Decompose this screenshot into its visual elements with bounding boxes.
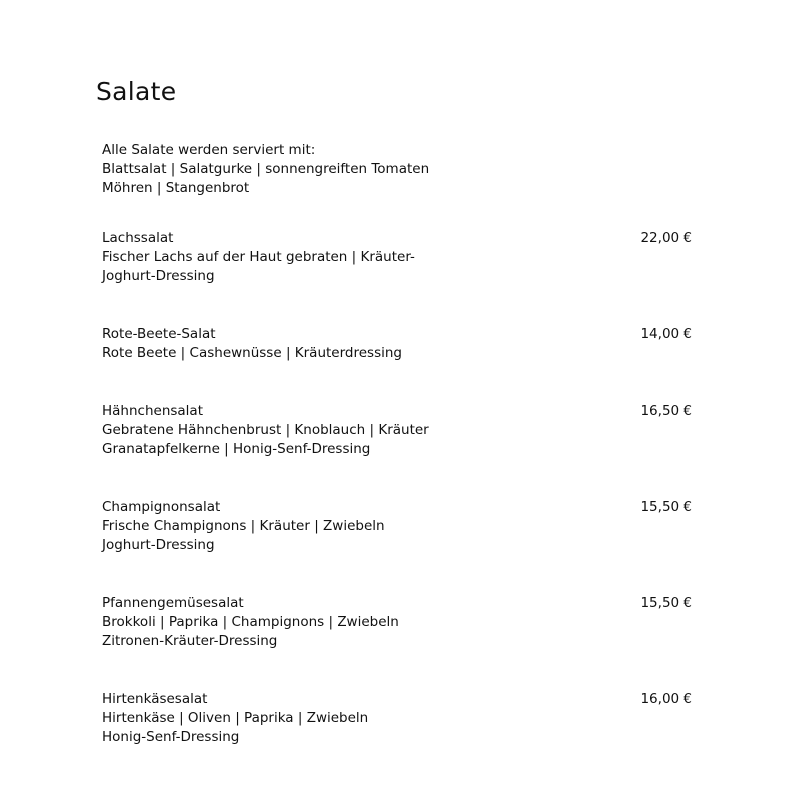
item-price: 15,50 €: [640, 499, 692, 515]
intro-line: Alle Salate werden serviert mit:: [102, 142, 316, 158]
menu-item-haehnchensalat: [102, 402, 694, 460]
item-description: Rote Beete | Cashewnüsse | Kräuterdressing: [102, 345, 402, 362]
intro-block: [102, 141, 429, 199]
item-description: Fischer Lachs auf der Haut gebraten | Kräuter-: [102, 249, 415, 266]
item-name: Rote-Beete-Salat: [102, 326, 216, 342]
menu-item-hirtenkaesesalat: [102, 690, 694, 748]
item-description: Zitronen-Kräuter-Dressing: [102, 633, 278, 650]
menu-item-champignonsalat: [102, 498, 694, 556]
page-title: Salate: [96, 77, 177, 106]
menu-item-rote-beete-salat: [102, 325, 694, 363]
menu-item-pfannengemuesesalat: [102, 594, 694, 652]
item-name: Lachssalat: [102, 230, 174, 246]
item-price: 16,50 €: [640, 403, 692, 419]
item-description: Gebratene Hähnchenbrust | Knoblauch | Kräuter: [102, 422, 429, 439]
intro-line: Möhren | Stangenbrot: [102, 180, 250, 197]
item-name: Pfannengemüsesalat: [102, 595, 244, 611]
item-price: 15,50 €: [640, 595, 692, 611]
intro-line: Blattsalat | Salatgurke | sonnengreiften Tomaten: [102, 161, 430, 178]
item-price: 22,00 €: [640, 230, 692, 246]
item-description: Joghurt-Dressing: [102, 537, 215, 554]
item-description: Frische Champignons | Kräuter | Zwiebeln: [102, 518, 385, 535]
item-name: Champignonsalat: [102, 499, 221, 515]
item-name: Hähnchensalat: [102, 403, 203, 419]
menu-item-lachssalat: [102, 229, 694, 287]
item-name: Hirtenkäsesalat: [102, 691, 208, 707]
item-description: Granatapfelkerne | Honig-Senf-Dressing: [102, 441, 371, 458]
item-price: 16,00 €: [640, 691, 692, 707]
item-description: Honig-Senf-Dressing: [102, 729, 240, 746]
item-description: Brokkoli | Paprika | Champignons | Zwiebeln: [102, 614, 399, 631]
item-description: Joghurt-Dressing: [102, 268, 215, 285]
item-price: 14,00 €: [640, 326, 692, 342]
item-description: Hirtenkäse | Oliven | Paprika | Zwiebeln: [102, 710, 369, 727]
